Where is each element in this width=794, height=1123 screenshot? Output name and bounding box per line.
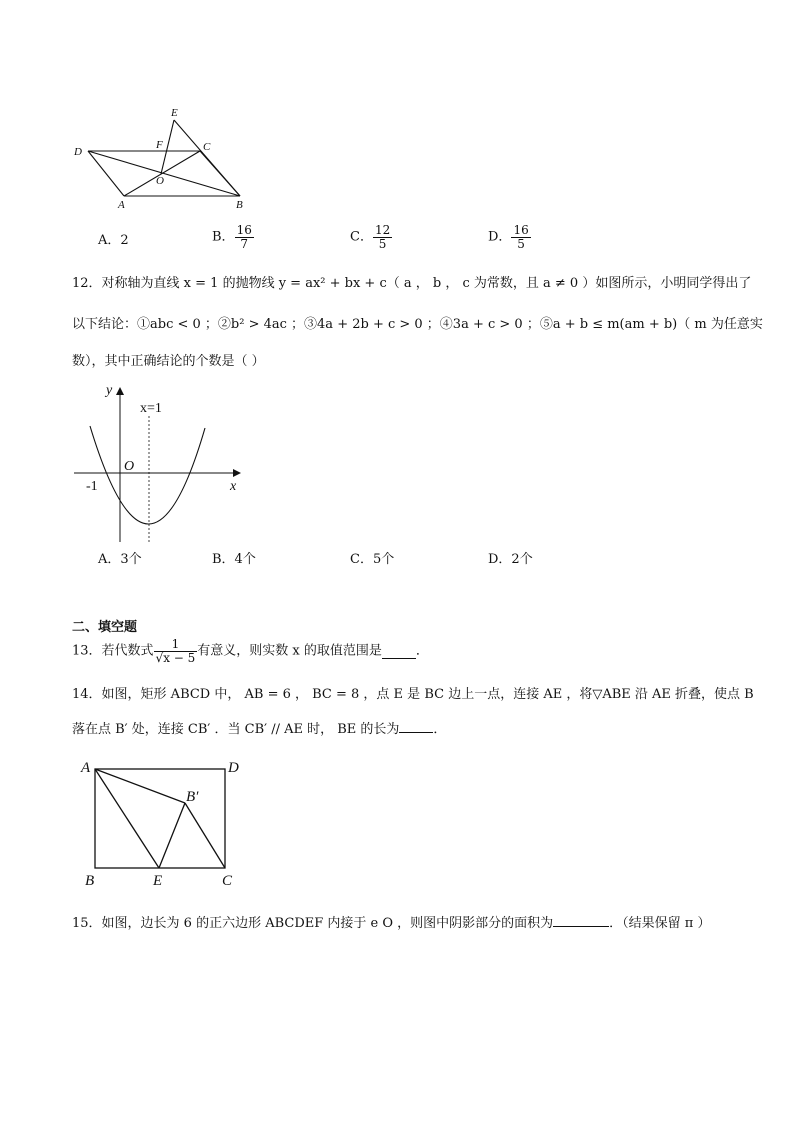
q14-label-bp: B′ xyxy=(186,789,199,805)
q12-label-axis: x=1 xyxy=(140,401,162,416)
q11-option-c[interactable] xyxy=(350,224,392,251)
q11-option-c-letter: C． xyxy=(350,229,373,245)
section-title: 二、填空题 xyxy=(72,620,138,635)
q14-label-d: D xyxy=(228,760,239,776)
q12-figure xyxy=(70,378,250,548)
q15-end: ．（结果保留 π ） xyxy=(609,916,711,931)
q14-label-c: C xyxy=(222,873,233,889)
q13-num: 1 xyxy=(154,638,198,652)
q11-option-d-letter: D． xyxy=(488,229,512,245)
q11-option-b[interactable] xyxy=(212,224,254,251)
q13-den: √x − 5 xyxy=(155,651,196,665)
q15-answer-blank[interactable] xyxy=(553,913,609,927)
q11-label-a: A xyxy=(118,199,125,211)
q11-option-a[interactable] xyxy=(98,232,129,250)
q11-label-b: B xyxy=(236,199,243,211)
q14-answer-blank[interactable] xyxy=(399,719,433,733)
q11-option-b-letter: B． xyxy=(212,229,235,245)
q14-line-2-end: ． xyxy=(433,722,447,737)
q11-option-d[interactable] xyxy=(488,224,531,251)
q12-label-neg1: -1 xyxy=(86,479,98,494)
q11-label-d: D xyxy=(74,146,82,158)
q11-label-o: O xyxy=(156,175,164,187)
q12-option-a[interactable]: A．3个 xyxy=(98,552,142,567)
q11-option-d-den: 5 xyxy=(517,237,525,251)
q12-line-3: 数），其中正确结论的个数是（ ） xyxy=(72,354,265,369)
q11-option-d-num: 16 xyxy=(513,223,529,237)
q14-label-b: B xyxy=(85,873,95,889)
q11-option-c-num: 12 xyxy=(374,223,391,237)
q15-text: 15．如图，边长为 6 的正六边形 ABCDEF 内接于 e O ，则图中阴影部分的面积为 xyxy=(72,916,554,931)
q11-option-c-den: 5 xyxy=(378,237,387,251)
q11-option-b-den: 7 xyxy=(240,237,249,251)
q14-line-1: 14．如图，矩形 ABCD 中， AB = 6 ， BC = 8 ，点 E 是 BC 边上一点，连接 AE ，将▽ABE 沿 AE 折叠，使点 B xyxy=(72,687,754,702)
q14-label-a: A xyxy=(81,760,91,776)
q12-parabola xyxy=(90,426,205,524)
q15 xyxy=(72,913,710,933)
q12-label-x: x xyxy=(230,479,237,494)
q12-label-y: y xyxy=(106,383,113,398)
q13-answer-blank[interactable] xyxy=(382,645,416,659)
q13-suffix: 有意义，则实数 x 的取值范围是 xyxy=(197,643,382,659)
q12-line-1: 12．对称轴为直线 x = 1 的抛物线 y = ax² + bx + c（ a ， b ， c 为常数，且 a ≠ 0 ）如图所示，小明同学得出了 xyxy=(72,276,752,291)
q11-figure xyxy=(70,100,260,215)
q13-prefix: 13．若代数式 xyxy=(72,643,154,659)
q12-option-c[interactable]: C．5个 xyxy=(350,552,395,567)
q12-option-d[interactable]: D．2个 xyxy=(488,552,533,567)
q13-end: ． xyxy=(415,643,429,659)
q11-label-f: F xyxy=(156,139,163,151)
q12-line-2: 以下结论：①abc < 0 ；②b² > 4ac ；③4a + 2b + c > 0 ；④3a + c > 0 ；⑤a + b ≤ m(am + b)（ m 为任意实 xyxy=(72,317,763,332)
q14-line-2-text: 落在点 B′ 处，连接 CB′ ．当 CB′ // AE 时， BE 的长为 xyxy=(72,722,400,737)
q11-option-b-num: 16 xyxy=(236,223,252,237)
q14-line-2 xyxy=(72,719,446,739)
q12-label-o: O xyxy=(124,459,135,474)
q14-label-e: E xyxy=(153,873,163,889)
q14-figure xyxy=(80,755,250,890)
q11-label-e: E xyxy=(171,107,178,119)
q11-option-a-letter: A． xyxy=(98,233,121,248)
q13 xyxy=(72,638,429,665)
q11-option-a-value: 2 xyxy=(120,233,129,248)
q11-label-c: C xyxy=(203,141,211,153)
q12-option-b[interactable]: B．4个 xyxy=(212,552,256,567)
